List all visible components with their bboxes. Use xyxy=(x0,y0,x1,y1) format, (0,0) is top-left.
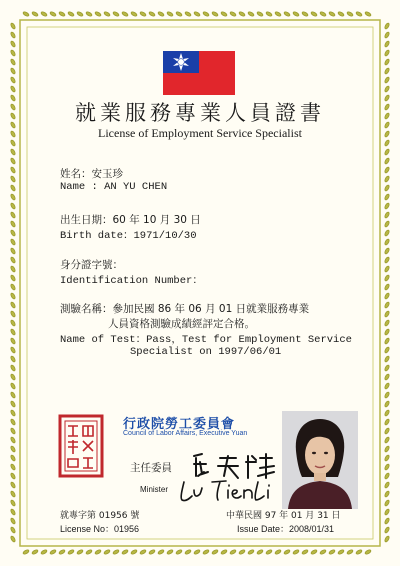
border-leaf xyxy=(10,76,16,83)
border-leaf xyxy=(10,175,16,182)
border-leaf xyxy=(384,202,390,209)
border-leaf xyxy=(364,549,371,555)
border-leaf xyxy=(103,549,110,555)
border-leaf xyxy=(10,445,16,452)
border-leaf xyxy=(10,202,16,209)
test-name-en-line1: Name of Test：Pass，Test for Employment Service xyxy=(60,334,352,346)
official-seal xyxy=(58,414,104,478)
border-leaf xyxy=(193,549,200,555)
border-leaf xyxy=(220,549,227,555)
border-leaf xyxy=(384,211,390,218)
border-leaf xyxy=(384,292,390,299)
border-leaf xyxy=(10,301,16,308)
border-leaf xyxy=(10,436,16,443)
border-leaf xyxy=(10,157,16,164)
border-leaf xyxy=(384,310,390,317)
border-leaf xyxy=(157,549,164,555)
border-leaf xyxy=(175,549,182,555)
border-leaf xyxy=(103,11,110,17)
border-leaf xyxy=(10,337,16,344)
issue-date-zh: 中華民國 97 年 01 月 31 日 xyxy=(226,511,341,521)
border-leaf xyxy=(10,283,16,290)
border-leaf xyxy=(328,549,335,555)
border-leaf xyxy=(10,382,16,389)
border-leaf xyxy=(10,472,16,479)
border-leaf xyxy=(247,11,254,17)
border-leaf xyxy=(337,549,344,555)
signature-en xyxy=(178,478,278,506)
border-leaf xyxy=(384,391,390,398)
border-leaf xyxy=(384,247,390,254)
border-leaf xyxy=(384,184,390,191)
border-leaf xyxy=(384,526,390,533)
certificate-subtitle: License of Employment Service Specialist xyxy=(98,126,302,140)
border-leaf xyxy=(337,11,344,17)
border-leaf xyxy=(112,11,119,17)
border-leaf xyxy=(10,499,16,506)
test-name-zh-line2: 人員資格測驗成績經評定合格。 xyxy=(108,318,255,330)
border-leaf xyxy=(49,549,56,555)
border-leaf xyxy=(10,427,16,434)
border-leaf xyxy=(10,373,16,380)
border-leaf xyxy=(85,11,92,17)
border-leaf xyxy=(384,382,390,389)
border-leaf xyxy=(166,549,173,555)
border-leaf xyxy=(384,229,390,236)
border-leaf xyxy=(121,549,128,555)
border-leaf xyxy=(10,193,16,200)
border-leaf xyxy=(384,166,390,173)
portrait-photo xyxy=(282,411,358,509)
border-leaf xyxy=(384,337,390,344)
border-leaf xyxy=(10,265,16,272)
border-leaf xyxy=(384,148,390,155)
border-leaf xyxy=(76,11,83,17)
border-leaf xyxy=(67,549,74,555)
border-leaf xyxy=(148,549,155,555)
border-leaf xyxy=(40,11,47,17)
border-leaf xyxy=(10,418,16,425)
id-number-en: Identification Number： xyxy=(60,275,203,287)
border-leaf xyxy=(256,549,263,555)
border-leaf xyxy=(10,67,16,74)
border-leaf xyxy=(139,11,146,17)
border-leaf xyxy=(10,490,16,497)
border-leaf xyxy=(355,11,362,17)
border-leaf xyxy=(384,445,390,452)
border-leaf xyxy=(384,40,390,47)
border-leaf xyxy=(10,238,16,245)
flag-image xyxy=(163,51,235,95)
border-leaf xyxy=(384,283,390,290)
border-leaf xyxy=(130,11,137,17)
name-zh: 姓名：安玉珍 xyxy=(60,168,123,180)
border-leaf xyxy=(58,549,65,555)
border-leaf xyxy=(384,409,390,416)
border-leaf xyxy=(384,463,390,470)
border-leaf xyxy=(384,265,390,272)
border-leaf xyxy=(175,11,182,17)
border-leaf xyxy=(384,373,390,380)
minister-title-zh: 主任委員 xyxy=(130,462,172,474)
border-leaf xyxy=(238,549,245,555)
border-leaf xyxy=(384,157,390,164)
border-leaf xyxy=(202,11,209,17)
border-leaf xyxy=(184,549,191,555)
border-leaf xyxy=(384,58,390,65)
border-leaf xyxy=(384,238,390,245)
border-leaf xyxy=(10,85,16,92)
border-leaf xyxy=(319,549,326,555)
border-leaf xyxy=(384,328,390,335)
issue-date-en: Issue Date：2008/01/31 xyxy=(237,524,335,534)
border-leaf xyxy=(384,508,390,515)
border-leaf xyxy=(384,256,390,263)
border-leaf xyxy=(355,549,362,555)
border-leaf xyxy=(384,400,390,407)
test-name-zh-line1: 測驗名稱：參加民國 86 年 06 月 01 日就業服務專業 xyxy=(60,303,310,315)
border-leaf xyxy=(112,549,119,555)
border-leaf xyxy=(31,549,38,555)
border-leaf xyxy=(238,11,245,17)
border-leaf xyxy=(10,535,16,542)
border-leaf xyxy=(202,549,209,555)
border-leaf xyxy=(283,11,290,17)
border-leaf xyxy=(10,256,16,263)
border-leaf xyxy=(22,11,29,17)
border-leaf xyxy=(157,11,164,17)
border-leaf xyxy=(384,22,390,29)
border-leaf xyxy=(384,472,390,479)
border-leaf xyxy=(384,499,390,506)
border-leaf xyxy=(10,148,16,155)
name-en: Name : AN YU CHEN xyxy=(60,181,168,193)
border-leaf xyxy=(139,549,146,555)
border-leaf xyxy=(10,391,16,398)
border-leaf xyxy=(10,292,16,299)
border-leaf xyxy=(10,346,16,353)
border-leaf xyxy=(384,76,390,83)
border-leaf xyxy=(130,549,137,555)
border-leaf xyxy=(10,310,16,317)
border-leaf xyxy=(384,85,390,92)
border-leaf xyxy=(10,31,16,38)
border-leaf xyxy=(364,11,371,17)
border-leaf xyxy=(384,175,390,182)
border-leaf xyxy=(301,549,308,555)
certificate-title: 就業服務專業人員證書 xyxy=(75,101,325,125)
border-leaf xyxy=(121,11,128,17)
license-number-zh: 就專字第 01956 號 xyxy=(60,511,140,521)
border-leaf xyxy=(76,549,83,555)
border-leaf xyxy=(283,549,290,555)
border-leaf xyxy=(10,409,16,416)
border-leaf xyxy=(384,319,390,326)
border-leaf xyxy=(310,549,317,555)
border-leaf xyxy=(384,31,390,38)
border-leaf xyxy=(10,211,16,218)
border-leaf xyxy=(384,436,390,443)
border-leaf xyxy=(220,11,227,17)
birth-date-zh: 出生日期：60 年 10 月 30 日 xyxy=(60,214,201,226)
border-leaf xyxy=(384,301,390,308)
council-name-en: Council of Labor Affairs, Executive Yuan xyxy=(123,430,248,437)
border-leaf xyxy=(94,11,101,17)
border-leaf xyxy=(193,11,200,17)
border-leaf xyxy=(10,400,16,407)
border-leaf xyxy=(384,418,390,425)
border-leaf xyxy=(211,11,218,17)
border-leaf xyxy=(10,247,16,254)
border-leaf xyxy=(10,40,16,47)
border-leaf xyxy=(384,274,390,281)
border-leaf xyxy=(184,11,191,17)
border-leaf xyxy=(10,166,16,173)
border-leaf xyxy=(211,549,218,555)
birth-date-en: Birth date：1971/10/30 xyxy=(60,230,197,242)
border-leaf xyxy=(148,11,155,17)
border-leaf xyxy=(40,549,47,555)
border-leaf xyxy=(384,490,390,497)
border-leaf xyxy=(166,11,173,17)
border-leaf xyxy=(58,11,65,17)
border-leaf xyxy=(346,11,353,17)
border-leaf xyxy=(10,364,16,371)
border-leaf xyxy=(384,346,390,353)
border-leaf xyxy=(10,328,16,335)
border-leaf xyxy=(10,220,16,227)
border-leaf xyxy=(10,319,16,326)
border-leaf xyxy=(384,427,390,434)
border-leaf xyxy=(265,549,272,555)
border-leaf xyxy=(10,22,16,29)
border-leaf xyxy=(346,549,353,555)
border-leaf xyxy=(384,49,390,56)
border-leaf xyxy=(256,11,263,17)
border-leaf xyxy=(292,11,299,17)
border-leaf xyxy=(328,11,335,17)
border-leaf xyxy=(22,549,29,555)
border-leaf xyxy=(274,11,281,17)
minister-title-en: Minister xyxy=(140,485,169,494)
border-leaf xyxy=(292,549,299,555)
border-leaf xyxy=(310,11,317,17)
border-leaf xyxy=(10,481,16,488)
border-leaf xyxy=(10,517,16,524)
border-leaf xyxy=(384,517,390,524)
border-leaf xyxy=(384,481,390,488)
border-leaf xyxy=(10,184,16,191)
border-leaf xyxy=(10,49,16,56)
border-leaf xyxy=(10,58,16,65)
border-leaf xyxy=(384,535,390,542)
border-leaf xyxy=(31,11,38,17)
border-leaf xyxy=(265,11,272,17)
border-leaf xyxy=(384,454,390,461)
border-leaf xyxy=(384,220,390,227)
border-leaf xyxy=(10,454,16,461)
border-leaf xyxy=(49,11,56,17)
council-name-zh: 行政院勞工委員會 xyxy=(123,417,236,432)
border-leaf xyxy=(10,274,16,281)
border-leaf xyxy=(85,549,92,555)
border-leaf xyxy=(319,11,326,17)
border-leaf xyxy=(94,549,101,555)
border-leaf xyxy=(10,229,16,236)
border-leaf xyxy=(301,11,308,17)
border-leaf xyxy=(274,549,281,555)
test-name-en-line2: Specialist on 1997/06/01 xyxy=(130,346,282,358)
border-leaf xyxy=(384,67,390,74)
id-number-zh: 身分證字號： xyxy=(60,259,123,271)
border-leaf xyxy=(384,193,390,200)
border-leaf xyxy=(67,11,74,17)
border-leaf xyxy=(10,355,16,362)
license-number-en: License No：01956 xyxy=(60,524,140,534)
border-leaf xyxy=(229,11,236,17)
border-leaf xyxy=(247,549,254,555)
border-leaf xyxy=(10,463,16,470)
border-leaf xyxy=(229,549,236,555)
border-leaf xyxy=(384,355,390,362)
border-leaf xyxy=(384,364,390,371)
border-leaf xyxy=(10,508,16,515)
border-leaf xyxy=(10,526,16,533)
